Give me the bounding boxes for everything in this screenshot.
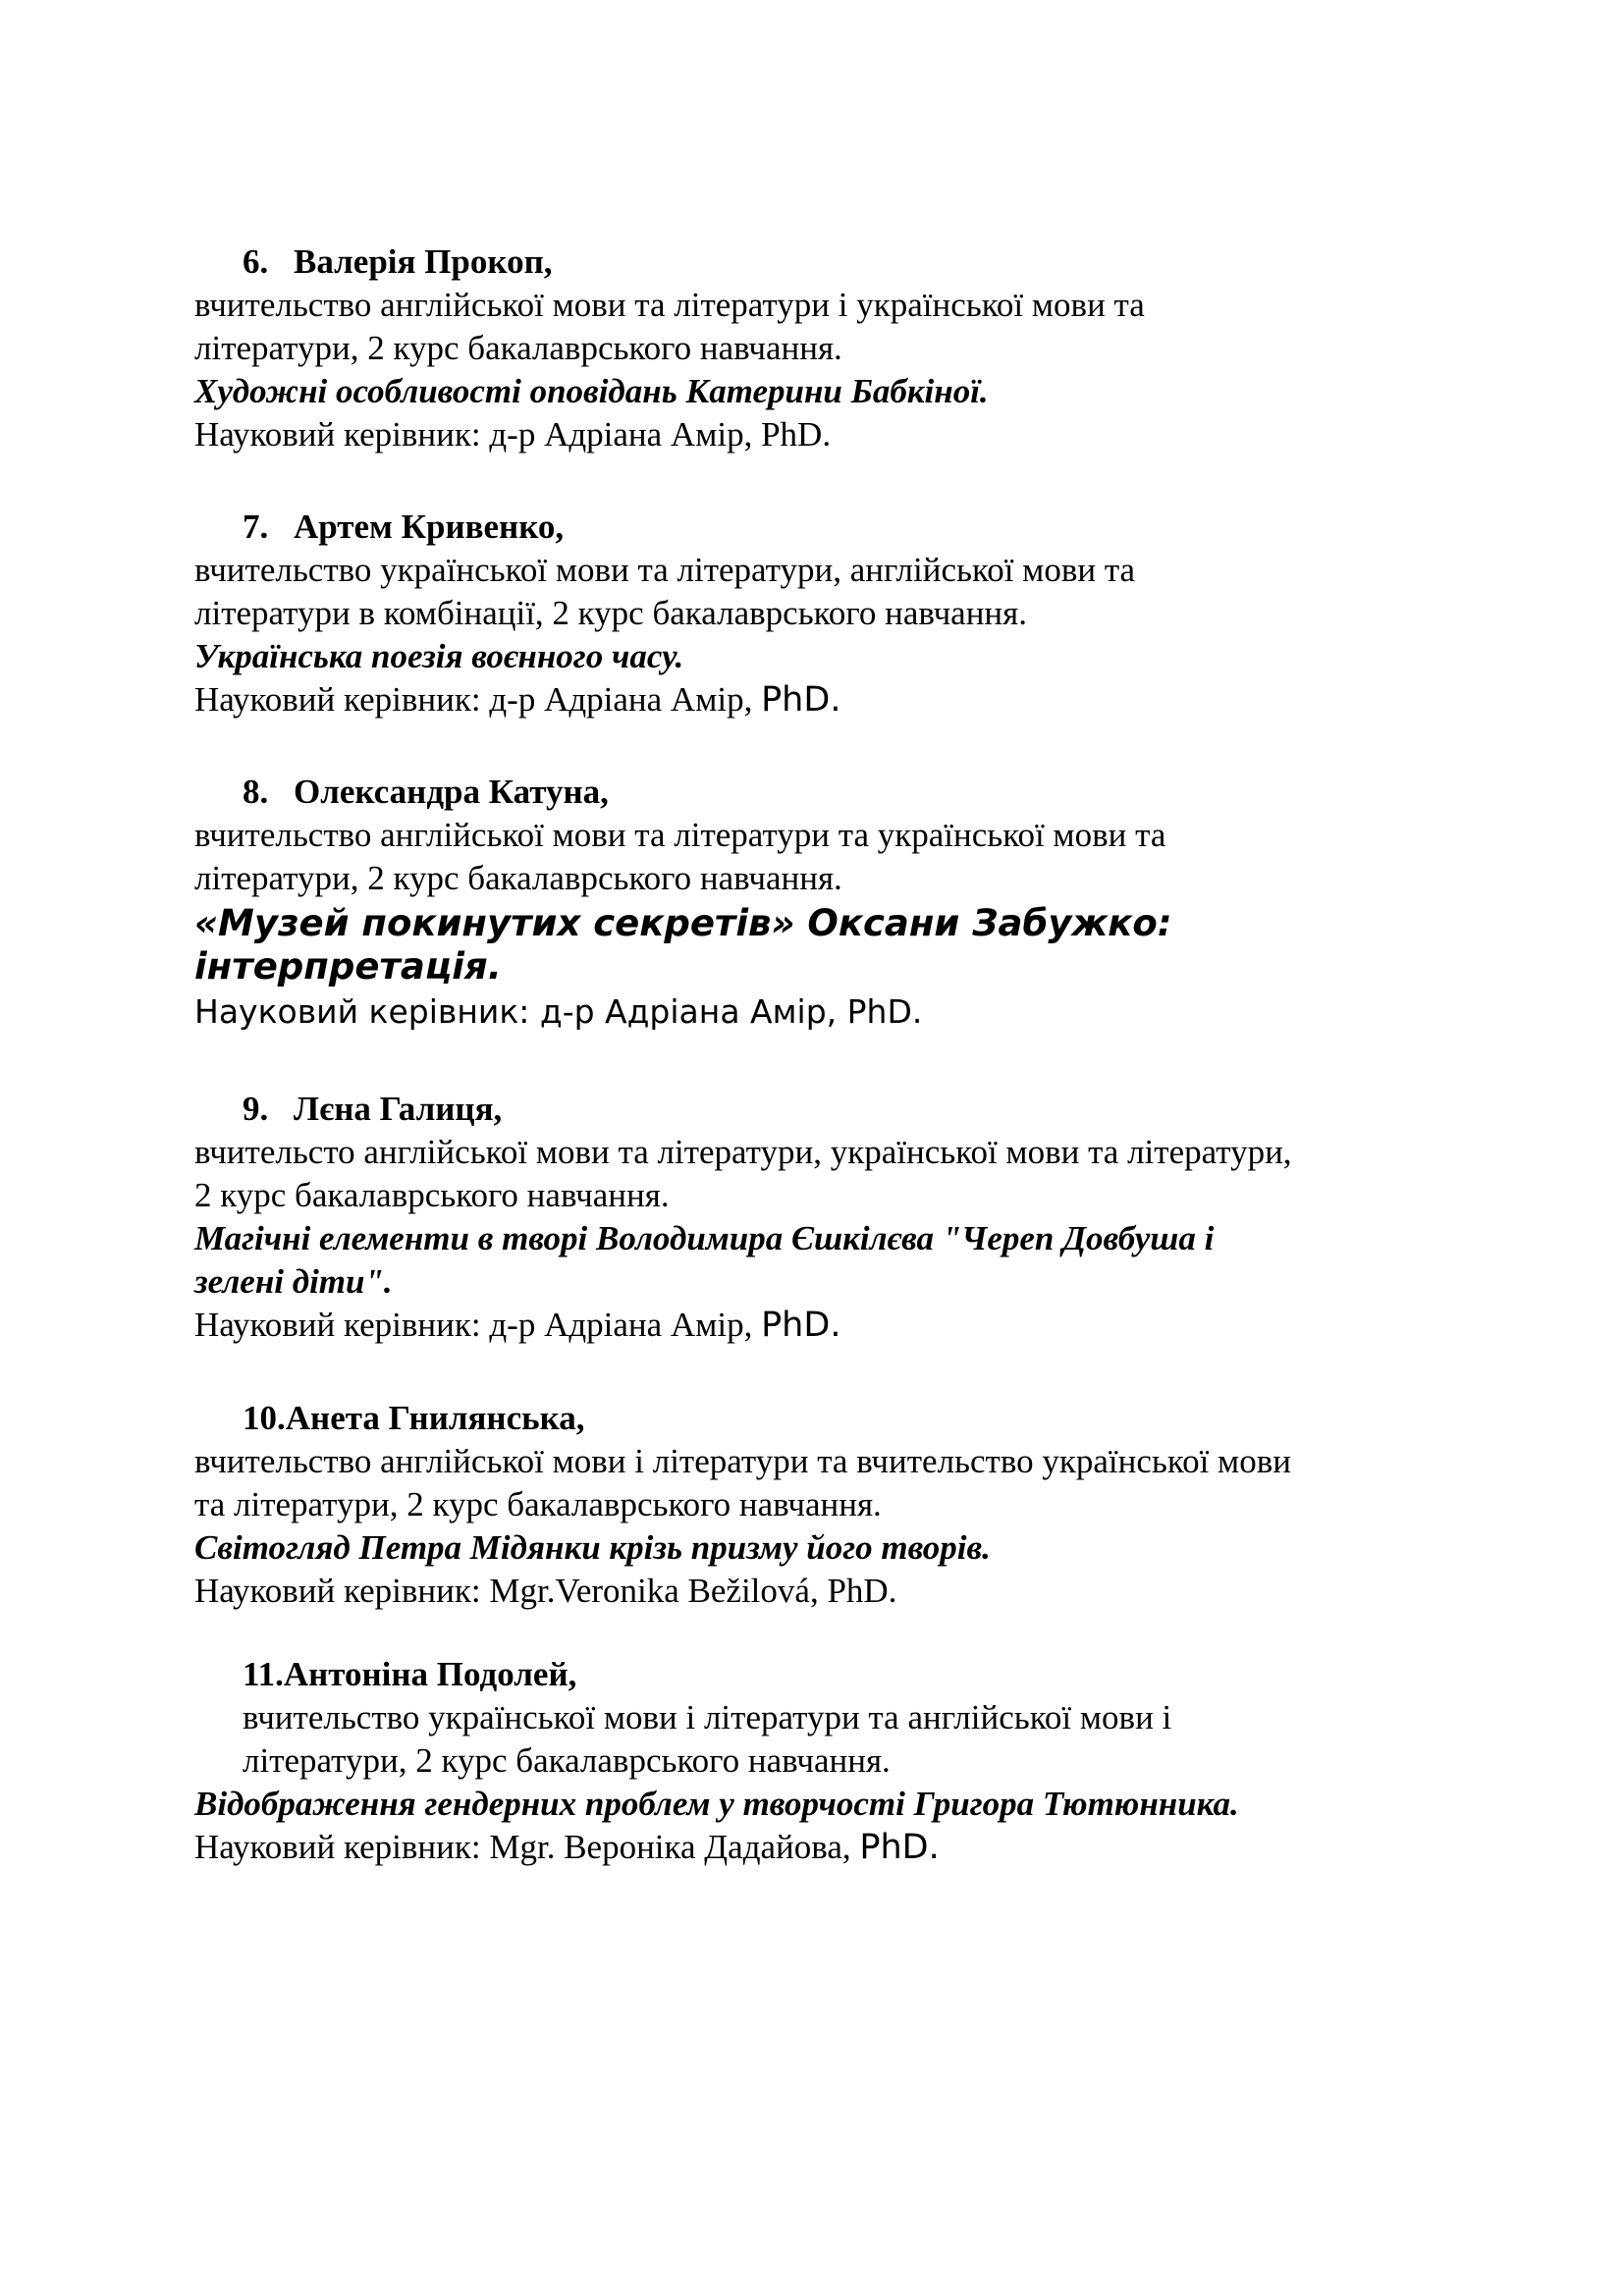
supervisor-degree: PhD. <box>761 1306 841 1345</box>
supervisor-line <box>194 413 1471 456</box>
entry-number: 7. <box>243 507 269 546</box>
supervisor-line: Науковий керівник: д-р Адріана Амір, PhD. <box>194 992 923 1031</box>
entry-number: 9. <box>243 1090 269 1128</box>
entry-6 <box>194 240 1471 456</box>
supervisor-degree: PhD. <box>859 1828 940 1867</box>
entry-number: 6. <box>243 242 269 281</box>
student-name: Лєна Галиця, <box>294 1090 503 1128</box>
thesis-title: Відображення гендерних проблем у творчості Григора Тютюнника. <box>194 1785 1239 1823</box>
supervisor-text: Науковий керівник: Mgr. Вероніка Дадайова, <box>194 1828 860 1866</box>
entry-heading <box>194 1653 1471 1696</box>
entry-heading <box>194 771 1471 814</box>
program-line: 2 курс бакалаврського навчання. <box>194 1176 670 1214</box>
entry-8 <box>194 771 1471 1034</box>
program-line: вчительство англійської мови і літератури та вчительство української мови <box>194 1442 1291 1480</box>
entry-number: 10. <box>243 1399 286 1437</box>
program-line: літератури, 2 курс бакалаврського навчання. <box>243 1741 891 1780</box>
entry-heading <box>194 240 1471 284</box>
program-line: вчительство української мови і літератури та англійської мови і <box>243 1698 1172 1736</box>
thesis-title-continued: інтерпретація. <box>194 945 502 988</box>
thesis-title: Світогляд Петра Мідянки крізь призму його творів. <box>194 1528 991 1567</box>
thesis-title: Художні особливості оповідань Катерини Бабкіної. <box>194 372 989 410</box>
entry-number: 11. <box>243 1655 284 1693</box>
program-line: та літератури, 2 курс бакалаврського навчання. <box>194 1485 882 1523</box>
supervisor-text: Науковий керівник: д-р Адріана Амір, <box>194 1306 762 1344</box>
entry-number: 8. <box>243 773 269 811</box>
program-line: вчительство української мови та літератури, англійської мови та <box>194 551 1136 589</box>
program-line: літератури, 2 курс бакалаврського навчання. <box>194 859 842 897</box>
supervisor-line: Науковий керівник: Mgr.Veronika Bežilová, PhD. <box>194 1572 897 1610</box>
supervisor-line <box>194 1304 1471 1347</box>
student-name: Олександра Катуна, <box>294 773 609 811</box>
entry-heading <box>194 1088 1471 1131</box>
supervisor-text: Науковий керівник: д-р Адріана Амір, <box>194 680 762 719</box>
program-line: вчительство англійської мови та літератури та української мови та <box>194 816 1166 854</box>
thesis-title-continued: зелені діти". <box>194 1262 393 1301</box>
entry-7 <box>194 506 1471 721</box>
thesis-title: Українська поезія воєнного часу. <box>194 637 684 675</box>
entry-heading <box>194 1397 1471 1440</box>
student-name: Артем Кривенко, <box>294 507 565 546</box>
thesis-title: Магічні елементи в творі Володимира Єшкілєва "Череп Довбуша і <box>194 1219 1215 1257</box>
student-name: Анета Гнилянська, <box>285 1399 585 1437</box>
student-name: Валерія Прокоп, <box>294 242 553 281</box>
thesis-title: «Музей покинутих секретів» Оксани Забужко: <box>194 902 1172 944</box>
program-line: вчительсто англійської мови та літератури, української мови та літератури, <box>194 1133 1292 1171</box>
supervisor-line <box>194 678 1471 721</box>
supervisor-line <box>194 1826 1471 1869</box>
program-line: вчительство англійської мови та літератури і української мови та <box>194 286 1145 324</box>
program-line: літератури в комбінації, 2 курс бакалаврського навчання. <box>194 594 1028 632</box>
entry-heading <box>194 506 1471 549</box>
student-name: Антоніна Подолей, <box>283 1655 577 1693</box>
entry-10 <box>194 1397 1471 1613</box>
supervisor-degree: PhD. <box>761 415 832 454</box>
entry-9 <box>194 1088 1471 1347</box>
entry-11 <box>194 1653 1471 1869</box>
supervisor-text: Науковий керівник: д-р Адріана Амір, <box>194 415 762 454</box>
program-line: літератури, 2 курс бакалаврського навчання. <box>194 329 842 367</box>
supervisor-degree: PhD. <box>761 680 841 720</box>
